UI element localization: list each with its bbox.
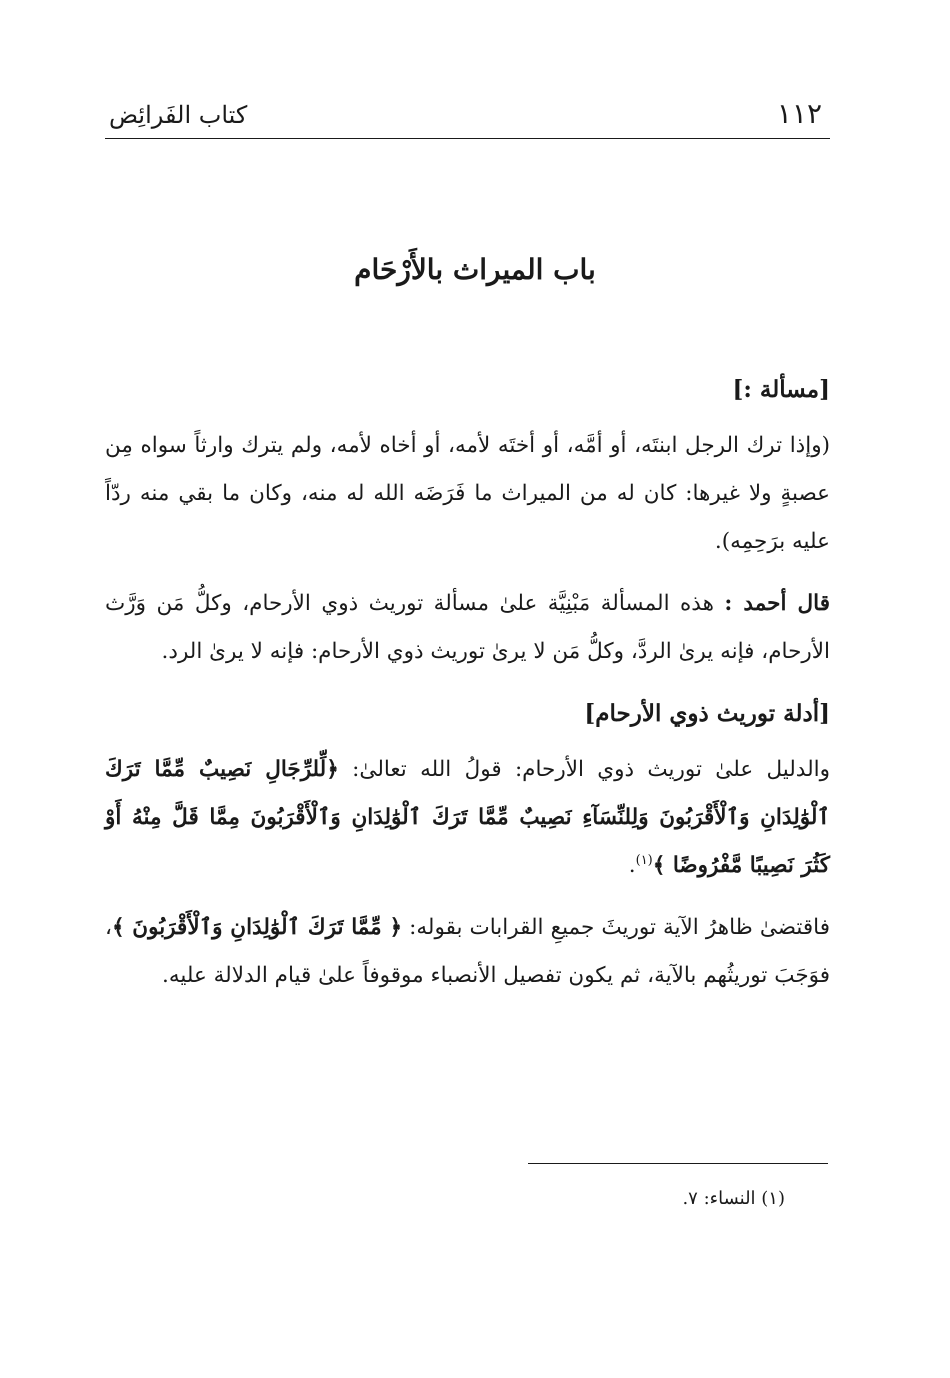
page-number: ١١٢	[776, 97, 822, 130]
matn-paragraph: (وإذا ترك الرجل ابنتَه، أو أمَّه، أو أختَه لأمه، أو أخاه لأمه، ولم يترك وارثاً سواه مِن عصبةٍ ولا غيرها: كان له من الميراث ما فَرَضَه الله له منه، وكان ما بقي منه ردّاً عليه برَحِمِه).	[105, 433, 830, 554]
quran-verse: ﴿لِّلرِّجَالِ نَصِيبٌ مِّمَّا تَرَكَ ٱلْوَٰلِدَانِ وَٱلْأَقْرَبُونَ وَلِلنِّسَآءِ نَصِيبٌ مِّمَّا تَرَكَ ٱلْوَٰلِدَانِ وَٱلْأَقْرَبُونَ مِمَّا قَلَّ مِنْهُ أَوْ كَثُرَ نَصِيبًا مَّفْرُوضًا ﴾	[105, 757, 830, 878]
footnote-divider	[528, 1163, 828, 1164]
inference-text: فاقتضىٰ ظاهرُ الآية توريثَ جميعِ القرابات بقوله:	[402, 915, 830, 940]
section-heading-masala: [مسألة :]	[732, 376, 830, 403]
evidence-end: .	[628, 853, 636, 878]
evidence-text: والدليل علىٰ توريث ذوي الأرحام: قولُ الله تعالىٰ:	[338, 757, 830, 782]
footnote-reference: (١)	[635, 852, 653, 868]
chapter-title: باب الميراث بالأَرْحَام	[354, 253, 596, 286]
inference-paragraph	[105, 904, 830, 1000]
commentary-paragraph	[105, 580, 830, 676]
commentary-lead: قال أحمد :	[724, 591, 830, 616]
inference-end: ، فوَجَبَ توريثُهم بالآية، ثم يكون تفصيل الأنصباء موقوفاً علىٰ قيام الدلالة عليه.	[105, 915, 830, 988]
main-content	[105, 366, 830, 1014]
page-header	[105, 92, 830, 139]
commentary-text: هذه المسألة مَبْنِيَّة علىٰ مسألة توريث ذوي الأرحام، وكلُّ مَن وَرَّث الأرحام، فإنه يرىٰ الردَّ، وكلُّ مَن لا يرىٰ توريث ذوي الأرحام: فإنه لا يرىٰ الرد.	[105, 591, 830, 664]
footnote: (١) النساء: ٧.	[682, 1188, 785, 1209]
running-title: كتاب الفَرائِض	[109, 101, 248, 129]
evidence-paragraph	[105, 746, 830, 890]
quran-excerpt: ﴿ مِّمَّا تَرَكَ ٱلْوَٰلِدَانِ وَٱلْأَقْرَبُونَ ﴾	[111, 915, 403, 940]
section-heading-evidence: [أدلة توريث ذوي الأرحام]	[584, 700, 830, 727]
